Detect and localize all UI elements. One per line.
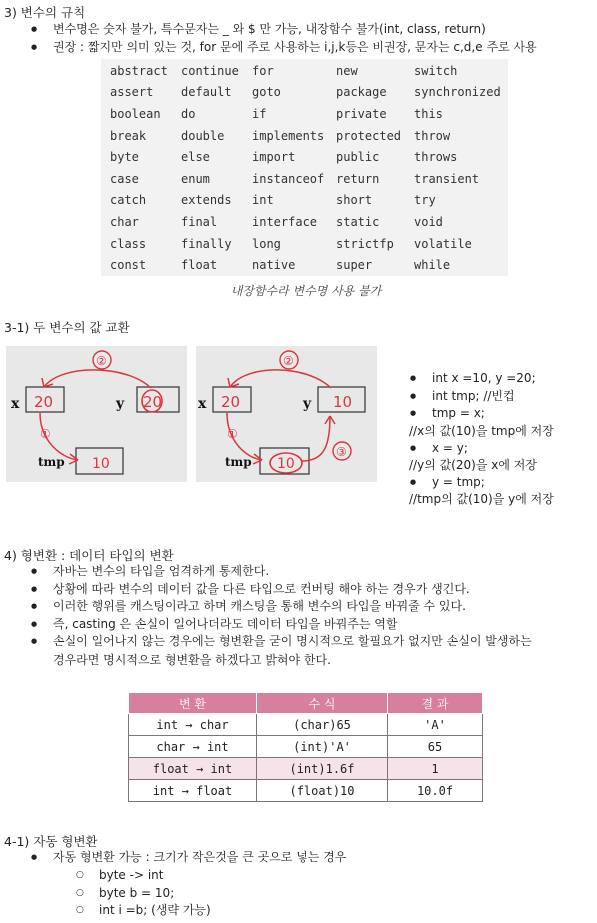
keyword-cell: default — [181, 85, 232, 100]
keyword-caption: 내장함수라 변수명 사용 불가 — [230, 284, 382, 298]
table-row — [129, 736, 483, 758]
keyword-cell: throw — [414, 128, 451, 143]
keyword-cell: long — [252, 236, 281, 251]
keyword-cell: public — [336, 150, 380, 165]
table-cell: (int)'A' — [257, 736, 388, 758]
tmp-label: tmp — [38, 455, 65, 469]
keyword-cell: break — [110, 128, 147, 143]
list-item: ● 손실이 일어나지 않는 경우에는 형변환을 굳이 명시적으로 할필요가 없지만 손실이 발생하는 — [30, 633, 532, 651]
list-item: ● 권장 : 짧지만 의미 있는 것, for 문에 주로 사용하는 i,j,k등은 비권장, 문자는 c,d,e 주로 사용 — [30, 39, 537, 57]
arrow-y-to-x — [44, 370, 151, 388]
keyword-cell: finally — [181, 236, 232, 251]
table-cell: float → int — [129, 758, 257, 780]
keyword-row — [110, 60, 504, 82]
x-value: 20 — [34, 393, 54, 411]
keyword-cell: synchronized — [414, 85, 501, 100]
keyword-cell: final — [181, 214, 218, 229]
keyword-cell: int — [252, 193, 274, 208]
keyword-cell: case — [110, 171, 139, 186]
keyword-row — [110, 103, 504, 125]
keyword-cell: volatile — [414, 236, 472, 251]
list-item: ● int tmp; //빈컵 — [409, 388, 536, 406]
keyword-cell: abstract — [110, 63, 168, 78]
swap-notes-2 — [409, 440, 468, 458]
tmp-label: tmp — [225, 455, 252, 469]
list-item: ● 자동 형변환 가능 : 크기가 작은것을 큰 곳으로 넣는 경우 — [30, 849, 346, 867]
table-cell: 'A' — [388, 714, 483, 736]
keyword-cell: this — [414, 106, 443, 121]
swap-comment-2: //y의 값(20)을 x에 저장 — [409, 458, 537, 472]
y-label: y — [116, 396, 125, 412]
keyword-cell: try — [414, 193, 436, 208]
table-row — [129, 780, 483, 802]
step-1-label: ① — [227, 427, 238, 441]
arrow-y-to-x — [230, 370, 331, 388]
list-item: ○ byte -> int — [76, 867, 211, 885]
keyword-cell: assert — [110, 85, 154, 100]
list-item: ● x = y; — [409, 440, 468, 458]
keyword-cell: extends — [181, 193, 232, 208]
keyword-cell: private — [336, 106, 387, 121]
table-cell: char → int — [129, 736, 257, 758]
keyword-cell: import — [252, 150, 296, 165]
keyword-grid — [110, 60, 504, 276]
tmp-value: 10 — [277, 456, 295, 472]
keyword-cell: float — [181, 258, 218, 273]
keyword-cell: class — [110, 236, 147, 251]
conversion-table — [128, 692, 483, 802]
keyword-row — [110, 254, 504, 276]
list-item: ● 상황에 따라 변수의 데이터 값을 다른 타입으로 컨버팅 해야 하는 경우가 생긴다. — [30, 581, 532, 599]
section-4-1-subbullets — [76, 867, 211, 920]
section-4-1-title: 4-1) 자동 형변환 — [4, 834, 98, 849]
keyword-row — [110, 233, 504, 255]
keyword-cell: double — [181, 128, 225, 143]
keyword-cell: native — [252, 258, 296, 273]
column-header: 수 식 — [257, 693, 388, 714]
keyword-cell: catch — [110, 193, 147, 208]
keyword-cell: return — [336, 171, 380, 186]
keyword-cell: continue — [181, 63, 239, 78]
keyword-table — [101, 59, 508, 276]
list-item: ● 이러한 행위를 캐스팅이라고 하며 캐스팅을 통해 변수의 타입을 바꿔줄 수 있다. — [30, 598, 532, 616]
list-item: ● 즉, casting 은 손실이 일어나더라도 데이터 타입을 바꿔주는 역할 — [30, 616, 532, 634]
table-cell: (int)1.6f — [257, 758, 388, 780]
keyword-cell: boolean — [110, 106, 161, 121]
y-value: 20 — [143, 393, 163, 411]
column-header: 결 과 — [388, 693, 483, 714]
keyword-cell: void — [414, 214, 443, 229]
step-2-label: ② — [96, 354, 107, 368]
x-label: x — [11, 396, 20, 412]
keyword-cell: else — [181, 150, 210, 165]
list-item: ● tmp = x; — [409, 405, 536, 423]
x-value: 20 — [221, 393, 241, 411]
section-4-1-bullets — [30, 849, 346, 867]
column-header: 변 환 — [129, 693, 257, 714]
list-item: ● 자바는 변수의 타입을 엄격하게 통제한다. — [30, 563, 532, 581]
table-cell: 10.0f — [388, 780, 483, 802]
list-item: ○ byte b = 10; — [76, 885, 211, 903]
keyword-cell: byte — [110, 150, 139, 165]
keyword-cell: goto — [252, 85, 281, 100]
keyword-cell: short — [336, 193, 373, 208]
keyword-cell: instanceof — [252, 171, 325, 186]
tmp-value: 10 — [92, 456, 110, 472]
keyword-cell: interface — [252, 214, 318, 229]
keyword-cell: for — [252, 63, 274, 78]
keyword-cell: implements — [252, 128, 325, 143]
swap-comment-3: //tmp의 값(10)을 y에 저장 — [409, 492, 554, 506]
keyword-cell: while — [414, 258, 451, 273]
swap-notes-1 — [409, 370, 536, 423]
list-item: ○ int i =b; (생략 가능) — [76, 902, 211, 920]
keyword-cell: char — [110, 214, 139, 229]
swap-notes-3 — [409, 474, 485, 492]
keyword-cell: package — [336, 85, 387, 100]
y-label: y — [303, 396, 312, 412]
x-label: x — [198, 396, 207, 412]
section-4-bullets — [30, 563, 532, 651]
keyword-cell: throws — [414, 150, 458, 165]
table-cell: (char)65 — [257, 714, 388, 736]
section-3-title: 3) 변수의 규칙 — [4, 5, 86, 20]
keyword-cell: new — [336, 63, 358, 78]
swap-diagram-left — [6, 346, 187, 482]
keyword-cell: do — [181, 106, 196, 121]
keyword-cell: strictfp — [336, 236, 394, 251]
table-row — [129, 758, 483, 780]
table-row — [129, 714, 483, 736]
step-3-label: ③ — [336, 445, 347, 459]
keyword-cell: super — [336, 258, 373, 273]
swap-diagram-right-svg — [196, 346, 377, 482]
table-cell: int → char — [129, 714, 257, 736]
keyword-row — [110, 146, 504, 168]
table-cell: (float)10 — [257, 780, 388, 802]
y-value: 10 — [333, 393, 353, 411]
step-1-label: ① — [40, 427, 51, 441]
list-item-continuation: 경우라면 명시적으로 형변환을 하겠다고 밝혀야 한다. — [53, 653, 331, 667]
keyword-row — [110, 190, 504, 212]
keyword-row — [110, 211, 504, 233]
section-3-bullets — [30, 21, 537, 56]
swap-diagram-right — [196, 346, 377, 482]
keyword-cell: enum — [181, 171, 210, 186]
keyword-row — [110, 82, 504, 104]
keyword-row — [110, 125, 504, 147]
table-cell: 1 — [388, 758, 483, 780]
keyword-cell: transient — [414, 171, 480, 186]
keyword-cell: const — [110, 258, 147, 273]
table-cell: int → float — [129, 780, 257, 802]
keyword-cell: if — [252, 106, 267, 121]
table-cell: 65 — [388, 736, 483, 758]
swap-diagram-left-svg — [6, 346, 187, 482]
keyword-cell: protected — [336, 128, 402, 143]
keyword-cell: static — [336, 214, 380, 229]
section-4-title: 4) 형변환 : 데이터 타입의 변환 — [4, 548, 174, 563]
list-item: ● 변수명은 숫자 불가, 특수문자는 _ 와 $ 만 가능, 내장함수 불가(int, class, return) — [30, 21, 537, 39]
keyword-cell: switch — [414, 63, 458, 78]
list-item: ● y = tmp; — [409, 474, 485, 492]
section-3-1-title: 3-1) 두 변수의 값 교환 — [4, 320, 130, 335]
step-2-label: ② — [283, 354, 294, 368]
list-item: ● int x =10, y =20; — [409, 370, 536, 388]
swap-comment-1: //x의 값(10)을 tmp에 저장 — [409, 424, 554, 438]
keyword-row — [110, 168, 504, 190]
